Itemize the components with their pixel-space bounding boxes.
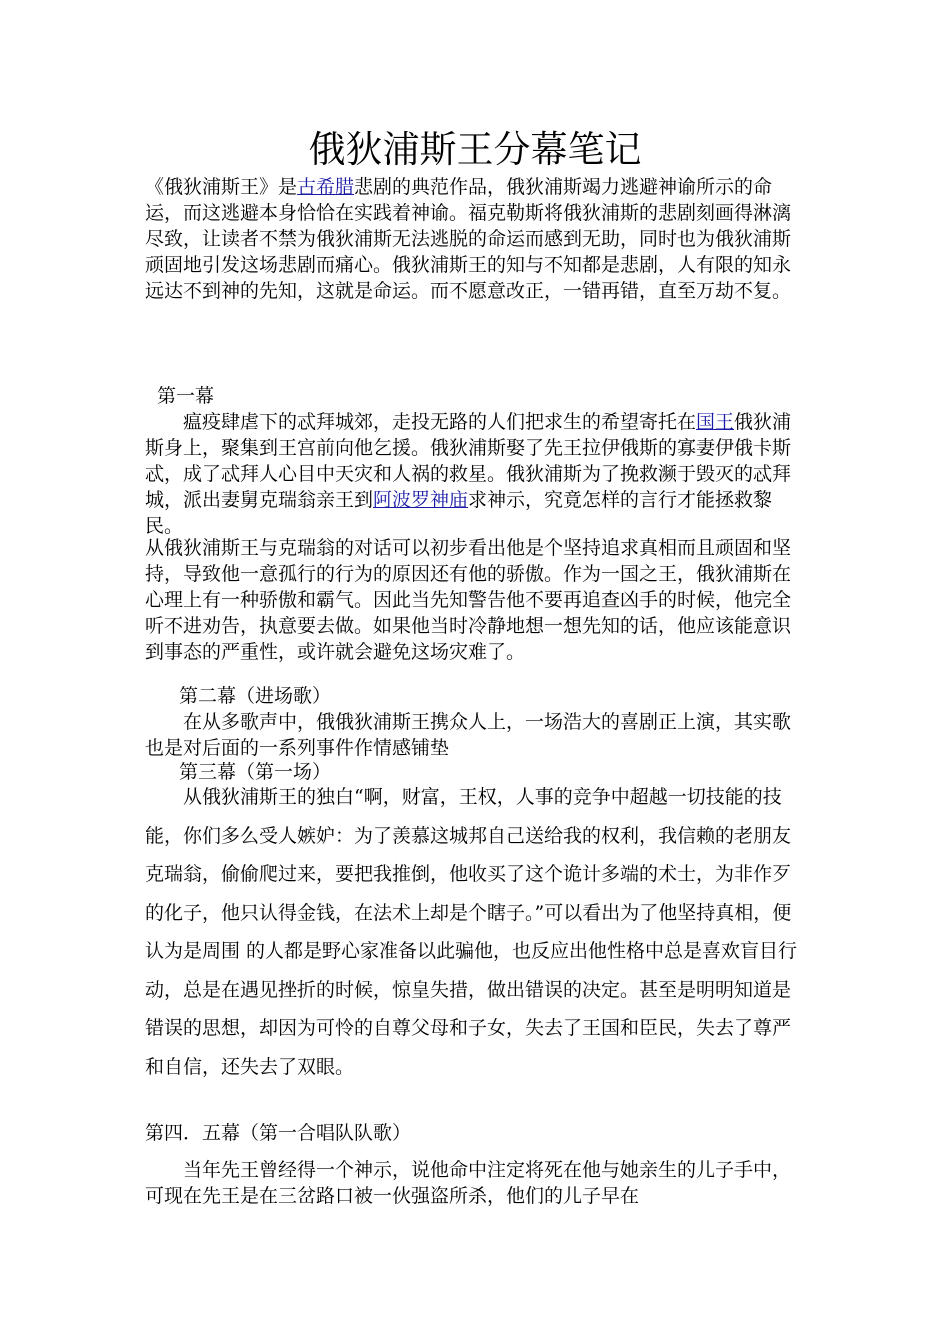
act1-text-c: 求神示，究竟怎样的言行才能拯救黎民。	[145, 489, 773, 537]
act45-heading: 第四．五幕（第一合唱队队歌）	[145, 1122, 412, 1144]
document-title: 俄狄浦斯王分幕笔记	[308, 128, 642, 171]
intro-paragraph	[145, 174, 809, 304]
act1-text-b: 俄狄浦斯身上，聚集到王宫前向他乞援。俄狄浦斯娶了先王拉伊俄斯的寡妻伊俄卡斯忒，成了忒拜人心目中天灾和人祸的救星。俄狄浦斯为了挽救濒于毁灭的忒拜城，派出妻舅克瑞翁亲王到	[145, 411, 792, 511]
link-ancient-greece[interactable]: 古希腊	[297, 176, 355, 198]
act1-paragraph-1	[145, 409, 809, 539]
link-king[interactable]: 国王	[696, 411, 735, 433]
act1-text-a: 瘟疫肆虐下的忒拜城郊，走投无路的人们把求生的希望寄托在	[183, 411, 697, 433]
act1-paragraph-2: 从俄狄浦斯王与克瑞翁的对话可以初步看出他是个坚持追求真相而且顽固和坚持，导致他一意孤行的行为的原因还有他的骄傲。作为一国之王，俄狄浦斯在心理上有一种骄傲和霸气。因此当先知警告他不要再追查凶手的时候，他完全听不进劝告，执意要去做。如果他当时冷静地想一想先知的话，他应该能意识到事态的严重性，或许就会避免这场灾难了。	[145, 537, 792, 663]
act2-paragraph: 在从多歌声中，俄俄狄浦斯王携众人上，一场浩大的喜剧正上演，其实歌也是对后面的一系列事件作情感铺垫	[145, 711, 792, 759]
link-apollo-temple[interactable]: 阿波罗神庙	[373, 489, 469, 511]
act3-heading: 第三幕（第一场）	[179, 761, 332, 783]
act3-paragraph: 从俄狄浦斯王的独白“啊，财富，王权，人事的竞争中超越一切技能的技能，你们多么受人嫉妒：为了羡慕这城邦自己送给我的权利，我信赖的老朋友克瑞翁，偷偷爬过来，要把我推倒，他收买了这个诡计多端的术士，为非作歹的化子，他只认得金钱，在法术上却是个瞎子。”可以看出为了他坚持真相，便认为是周围 的人都是野心家准备以此骗他，也反应出他性格中总是喜欢盲目行动，总是在遇见挫折的时候，惊皇失措，做出错误的决定。甚至是明明知道是错误的思想，却因为可怜的自尊父母和子女，失去了王国和臣民，失去了尊严和自信，还失去了双眼。	[145, 786, 798, 1078]
act1-heading: 第一幕	[157, 385, 215, 407]
intro-text-b: 悲剧的典范作品，俄狄浦斯竭力逃避神谕所示的命运，而这逃避本身恰恰在实践着神谕。福克勒斯将俄狄浦斯的悲剧刻画得淋漓尽致，让读者不禁为俄狄浦斯无法逃脱的命运而感到无助，同时也为俄狄浦斯顽固地引发这场悲剧而痛心。俄狄浦斯王的知与不知都是悲剧，人有限的知永远达不到神的先知，这就是命运。而不愿意改正，一错再错，直至万劫不复。	[145, 176, 792, 302]
act45-paragraph: 当年先王曾经得一个神示，说他命中注定将死在他与她亲生的儿子手中，可现在先王是在三岔路口被一伙强盗所杀，他们的儿子早在	[145, 1159, 792, 1207]
act2-heading: 第二幕（进场歌）	[179, 685, 332, 707]
intro-text-a: 《俄狄浦斯王》是	[145, 176, 298, 198]
